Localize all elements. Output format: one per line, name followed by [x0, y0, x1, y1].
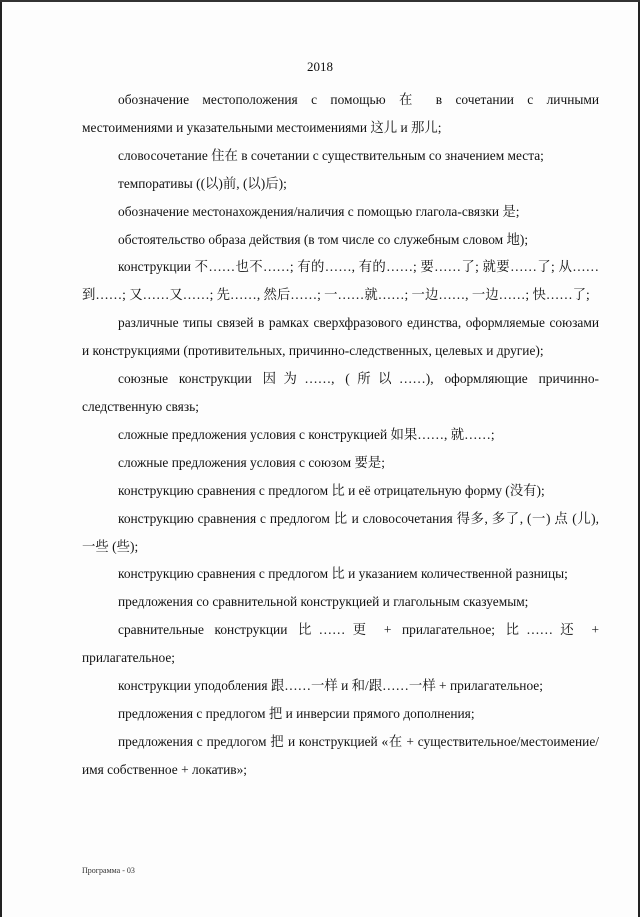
paragraph: конструкции 不……也不……; 有的……, 有的……; 要……了; 就要……了; 从……到……; 又……又……; 先……, 然后……; 一……就……; 一边……, 一边……; 快……了; [82, 259, 599, 303]
paragraph: сложные предложения условия с конструкцией 如果……, 就……; [118, 426, 495, 442]
paragraph: обстоятельство образа действия (в том числе со служебным словом 地); [118, 231, 529, 247]
paragraph: конструкцию сравнения с предлогом 比 и её отрицательную форму (没有); [118, 482, 545, 498]
paragraph: темпоративы ((以)前, (以)后); [118, 175, 287, 191]
paragraph: конструкцию сравнения с предлогом 比 и словосочетания 得多, 多了, (一) 点 (儿), 一些 (些); [82, 510, 599, 554]
paragraph: словосочетание 住在 в сочетании с существительным со значением места; [118, 147, 544, 163]
paragraph: союзные конструкции 因为……, (所以……), оформляющие причинно-следственную связь; [82, 371, 599, 414]
paragraph: сложные предложения условия с союзом 要是; [118, 454, 385, 470]
paragraph: обозначение местонахождения/наличия с помощью глагола-связки 是; [118, 203, 520, 219]
scan-border-left [0, 0, 2, 917]
paragraph: сравнительные конструкции 比……更 + прилагательное; 比……还 + прилагательное; [82, 622, 599, 666]
document-body [82, 86, 599, 784]
page-number: 2018 [307, 59, 333, 74]
paragraph: предложения с предлогом 把 и инверсии прямого дополнения; [118, 705, 475, 721]
paragraph: предложения со сравнительной конструкцией и глагольным сказуемым; [118, 594, 529, 610]
page-footer: Программа - 03 [82, 866, 135, 875]
scan-border-top [0, 0, 640, 2]
paragraph: обозначение местоположения с помощью 在 в сочетании с личными местоимениями и указательными местоимениями 这儿 и 那儿; [82, 92, 599, 135]
paragraph: конструкцию сравнения с предлогом 比 и указанием количественной разницы; [118, 566, 568, 582]
paragraph: предложения с предлогом 把 и конструкцией «在 + существительное/местоимение/имя собственное + локатив»; [82, 733, 599, 777]
paragraph: различные типы связей в рамках сверхфразового единства, оформляемые союзами и конструкциями (противительных, причинно-следственных, целевых и другие); [82, 315, 599, 359]
paragraph: конструкции уподобления 跟……一样 и 和/跟……一样 + прилагательное; [118, 678, 543, 694]
